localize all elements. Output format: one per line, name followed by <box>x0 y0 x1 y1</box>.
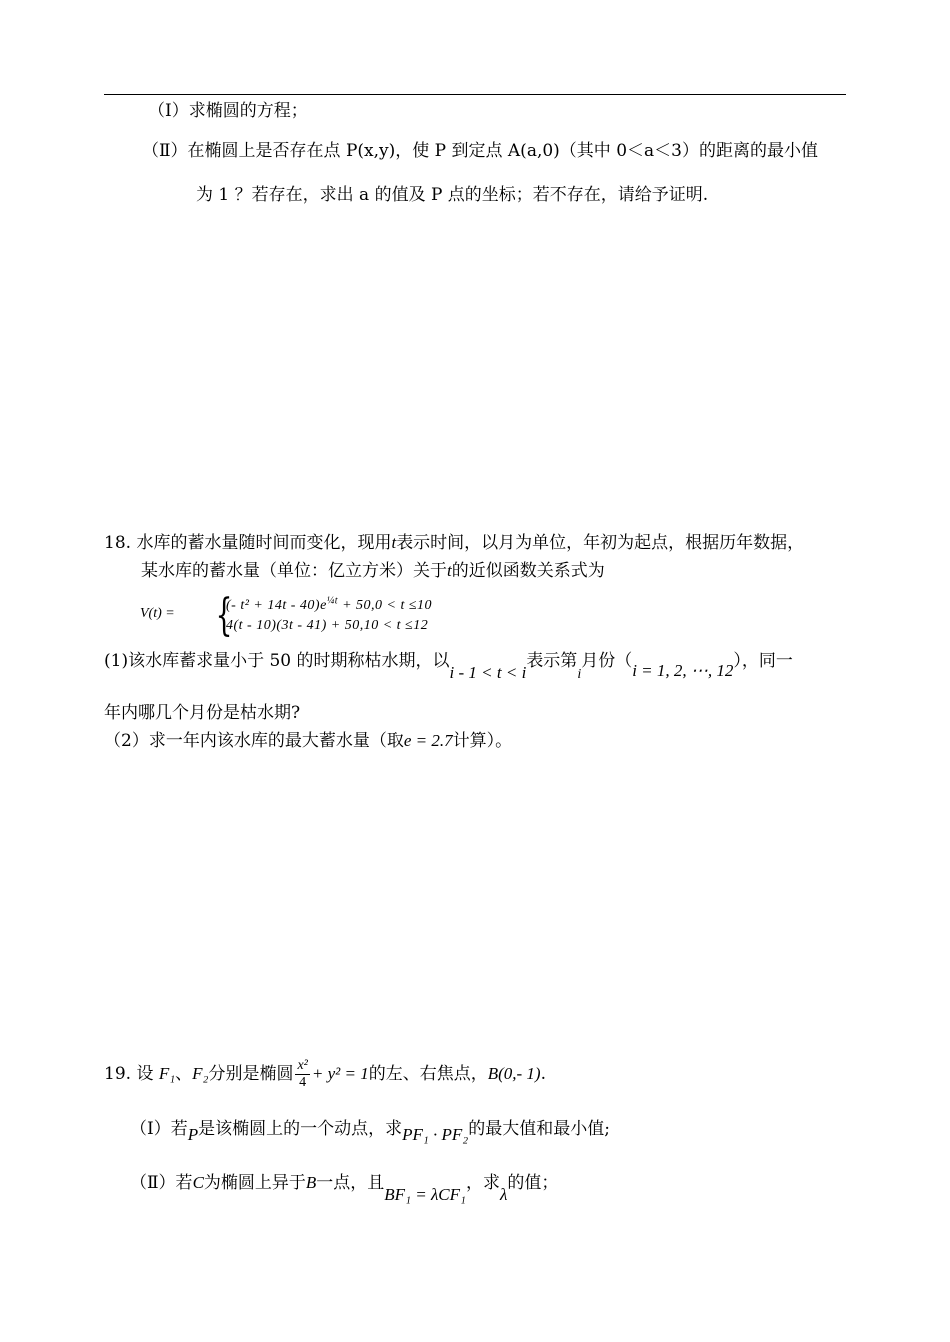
function-lhs: V(t) = <box>140 606 175 621</box>
p18-line1: 18. 水库的蓄水量随时间而变化，现用t表示时间，以月为单位，年初为起点，根据历年数据， <box>104 533 805 553</box>
ellipse-fraction: $\frac{\text{x²}}{4}$ <box>297 1058 308 1090</box>
p19-part2: （Ⅱ）若C为椭圆上异于B一点，且BF₁ = λCF₁，求λ的值； <box>130 1173 559 1204</box>
p18-q1-line2: 年内哪几个月份是枯水期? <box>104 703 301 723</box>
p18-number: 18. <box>104 533 132 553</box>
p18-line2: 某水库的蓄水量（单位：亿立方米）关于t的近似函数关系式为 <box>141 561 605 581</box>
piecewise-row-1: (- $t^2 + 14t - 40)e^{\frac{1}{4}t} + 50,0 < t \le 10$ <box>226 595 433 613</box>
p19-intro: 19. 设 F₁、F₂分别是椭圆 $\frac{\text{x²}}{4}$ + y² = 1的左、右焦点，B(0,- 1). <box>104 1058 546 1090</box>
p19-number: 19. <box>104 1064 132 1084</box>
p18-q2: （2）求一年内该水库的最大蓄水量（取e = 2.7计算）。 <box>104 731 513 751</box>
piecewise-row-2: 4(t - 10)(3t - 41) + 50,10 < t ≤12 <box>226 618 429 633</box>
p17-part2-line2: 为 1 ？若存在，求出 a 的值及 P 点的坐标；若不存在，请给予证明. <box>196 185 709 205</box>
p17-part2-line1: （Ⅱ）在椭圆上是否存在点 P(x,y)，使 P 到定点 A(a,0)（其中 0＜a＜3）的距离的最小值 <box>142 141 818 161</box>
vector-equation: BF₁ = λCF₁ <box>384 1185 466 1204</box>
brace-symbol: { <box>215 590 233 641</box>
p18-q1-line1: (1)该水库蓄求量小于 50 的时期称枯水期，以i - 1 < t < i表示第$_i$月份（i = 1, 2, ⋯, 12），同一 <box>104 651 793 682</box>
p19-part1: （Ⅰ）若P是该椭圆上的一个动点，求PF₁ · PF₂的最大值和最小值; <box>130 1119 610 1144</box>
top-rule <box>104 94 846 95</box>
p17-part1: （Ⅰ）求椭圆的方程； <box>148 101 308 121</box>
